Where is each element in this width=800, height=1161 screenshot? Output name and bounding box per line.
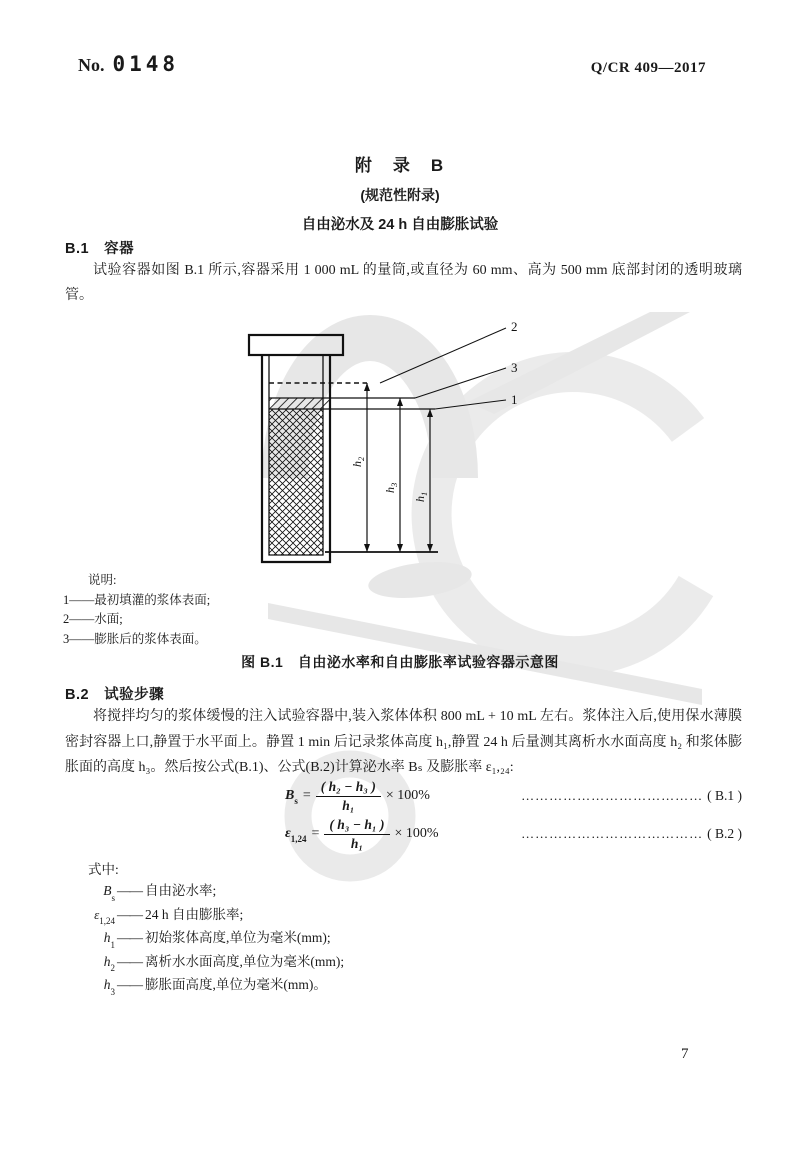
formula-b1-denominator: h₁ [342, 798, 355, 813]
callout-3: 3 [511, 360, 518, 375]
legend-item-3 [63, 630, 210, 650]
h1-base: h [413, 496, 427, 502]
definition-h3-text: 膨胀面高度,单位为毫米(mm)。 [145, 977, 327, 992]
equals-sign: = [311, 826, 320, 841]
legend-item-2 [63, 610, 210, 630]
appendix-subtitle: (规范性附录) [360, 187, 440, 203]
definition-dash: —— [117, 930, 142, 945]
definition-eps-text: 24 h 自由膨胀率; [145, 906, 244, 922]
formula-b2-symbol-sub: 1,24 [290, 834, 307, 845]
formula-b2-math [285, 816, 439, 852]
symbol-eps-base: ε [94, 906, 100, 922]
legend-2-text: 水面; [94, 612, 123, 626]
height-label-h2 [350, 456, 366, 467]
symbol-h1 [65, 930, 115, 948]
formula-b1-numerator: ( h₂ − h₃ ) [316, 778, 381, 797]
symbol-h3-sub: 3 [110, 986, 115, 997]
legend-2-num: 2 [63, 612, 70, 626]
standard-code: Q/CR 409—2017 [590, 60, 706, 76]
formula-b1-fraction [316, 778, 381, 814]
height-label-h1 [413, 492, 429, 502]
definition-eps [65, 903, 344, 927]
test-container-diagram [230, 312, 530, 576]
leader-lines [380, 328, 506, 409]
formula-b2-denominator: h₁ [350, 836, 364, 851]
definition-h1 [65, 926, 344, 950]
h1-sub: 1 [419, 491, 429, 496]
formula-b1-label: ( B.1 ) [707, 788, 742, 803]
symbol-h2 [65, 954, 115, 972]
definition-h2 [65, 950, 344, 974]
document-number-value: 0148 [112, 52, 180, 76]
legend-1-dash: —— [69, 592, 95, 607]
document-number-prefix: No. [78, 55, 105, 75]
page-number: 7 [681, 1046, 689, 1062]
definition-h3 [65, 973, 344, 997]
symbol-eps [65, 907, 115, 925]
appendix-heading: 自由泌水及 24 h 自由膨胀试验 [301, 217, 499, 233]
appendix-title-block [0, 151, 800, 234]
formula-b1-lhs [285, 788, 298, 805]
symbol-definitions [65, 879, 344, 997]
formula-b2-lhs [285, 826, 307, 843]
legend-item-1 [63, 591, 210, 611]
height-label-h3 [383, 483, 399, 493]
arrowheads [364, 383, 433, 552]
measurement-arrows [367, 383, 430, 552]
h3-sub: 3 [389, 482, 399, 487]
formula-b1-leader-dots: ………………………………… [521, 788, 704, 803]
equals-sign: = [302, 788, 311, 803]
symbol-h3-base: h [103, 977, 111, 992]
definition-dash: —— [117, 906, 142, 922]
formula-b2-symbol: ε [285, 825, 291, 841]
symbol-Bs [65, 883, 115, 901]
legend-title: 说明: [88, 573, 117, 587]
symbol-h1-base: h [103, 930, 111, 945]
symbol-eps-sub: 1,24 [99, 916, 115, 927]
formula-b1-math [285, 778, 430, 814]
formula-b2 [285, 814, 742, 854]
legend-2-dash: —— [69, 612, 95, 626]
formula-b2-multiplier: × 100% [394, 826, 439, 841]
section-b2-title: B.2 试验步骤 [65, 687, 165, 703]
formula-b1-symbol-sub: s [294, 796, 298, 807]
expanded-surface-band [269, 398, 330, 409]
figure-caption: 图 B.1 自由泌水率和自由膨胀率试验容器示意图 [241, 654, 559, 670]
formula-b2-leader-dots: ………………………………… [521, 826, 704, 841]
legend-3-dash: —— [69, 631, 95, 646]
legend-3-text: 膨胀后的浆体表面。 [94, 631, 207, 646]
h2-base: h [350, 461, 364, 467]
formula-b2-numerator: ( h₃ − h₁ ) [324, 816, 389, 835]
symbol-h3 [65, 977, 115, 995]
h2-sub: 2 [356, 456, 366, 461]
definition-h2-text: 离析水水面高度,单位为毫米(mm); [145, 953, 345, 969]
h3-base: h [383, 487, 397, 493]
symbol-h2-base: h [103, 953, 111, 969]
definition-dash: —— [117, 977, 142, 992]
definition-h1-text: 初始浆体高度,单位为毫米(mm); [145, 930, 331, 945]
figure-legend [63, 571, 210, 649]
callout-2: 2 [511, 319, 518, 334]
slurry-fill [269, 409, 323, 555]
figure-b1 [230, 312, 530, 576]
symbol-h2-sub: 2 [110, 963, 115, 974]
document-number [78, 52, 179, 76]
section-b2-paragraph: 将搅拌均匀的浆体缓慢的注入试验容器中,装入浆体体积 800 mL + 10 mL 左右。浆体注入后,使用保水薄膜密封容器上口,静置于水平面上。静置 1 min 后记录浆体高度 h₁,静置 24 h 后量测其离析水水面高度 h₂ 和浆体膨胀面的高度 h₃。然后按公式(B.1)、公式(B.2)计算泌水率 Bₛ 及膨胀率 ε₁,₂₄: [65, 709, 742, 775]
legend-1-text: 最初填灌的浆体表面; [94, 592, 211, 607]
symbol-h1-sub: 1 [110, 939, 115, 950]
definition-dash: —— [117, 883, 142, 898]
formula-b2-label: ( B.2 ) [707, 826, 742, 841]
legend-1-num: 1 [63, 592, 70, 607]
symbol-Bs-base: B [103, 883, 112, 898]
definition-Bs-text: 自由泌水率; [145, 883, 217, 898]
section-b1-paragraph: 试验容器如图 B.1 所示,容器采用 1 000 mL 的量筒,或直径为 60 mm、高为 500 mm 底部封闭的透明玻璃管。 [65, 263, 742, 303]
appendix-title: 附 录 B [354, 156, 446, 175]
formula-b1 [285, 776, 742, 816]
formula-b2-fraction [324, 816, 389, 852]
section-b1-title: B.1 容器 [65, 241, 135, 257]
callout-1: 1 [511, 392, 518, 407]
where-title: 式中: [88, 862, 119, 877]
container-flange [249, 335, 343, 355]
legend-3-num: 3 [63, 631, 70, 646]
definition-Bs [65, 879, 344, 903]
formula-b1-symbol: B [285, 787, 295, 803]
formula-b1-multiplier: × 100% [385, 788, 430, 803]
definition-dash: —— [117, 953, 142, 969]
symbol-Bs-sub: s [111, 892, 115, 903]
